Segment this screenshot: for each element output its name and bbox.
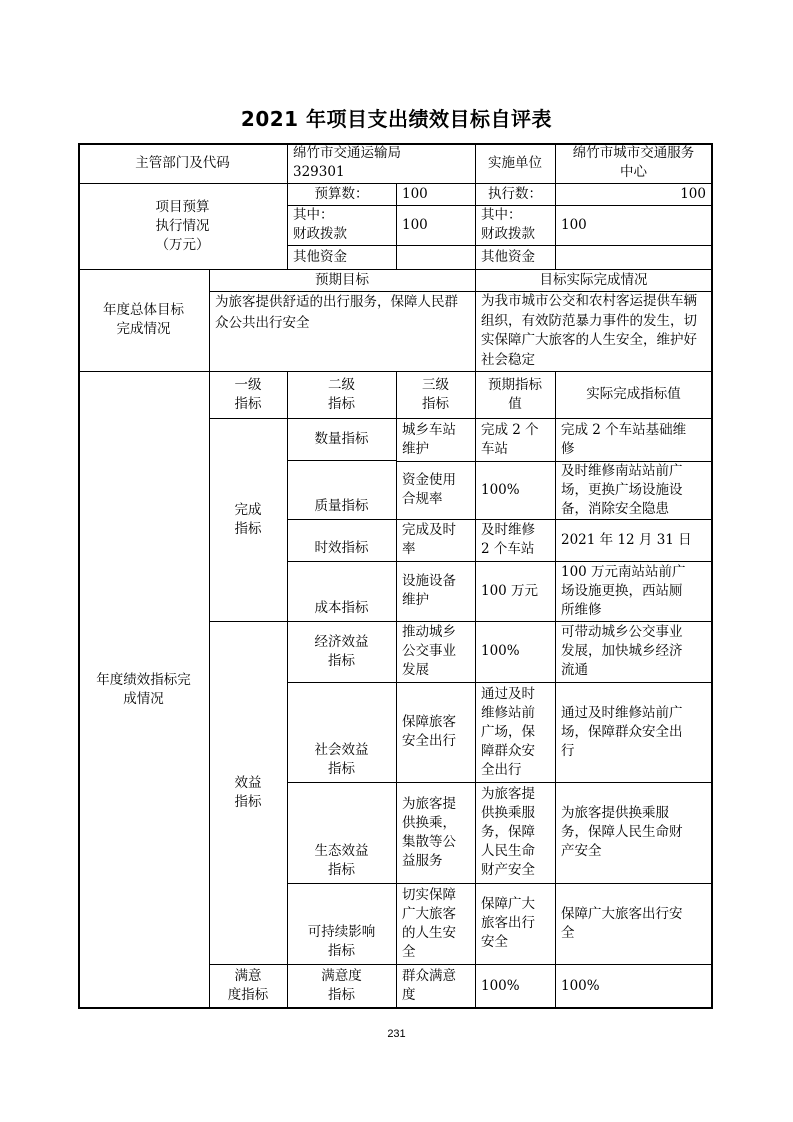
header-level3: 三级 指标 (422, 376, 449, 412)
row-divider (287, 460, 396, 461)
fiscal-plan-value: 100 (402, 216, 428, 233)
indicator-actual: 保障广大旅客出行安 全 (561, 905, 683, 941)
indicator-level3: 资金使用 合规率 (402, 472, 456, 507)
indicator-expected: 通过及时 维修站前 广场，保 障群众安 全出行 (481, 685, 535, 778)
indicator-expected: 及时维修 2 个车站 (481, 522, 535, 557)
row-divider (78, 371, 712, 372)
indicator-expected: 保障广大 旅客出行 安全 (481, 896, 535, 950)
row-divider (396, 461, 712, 462)
header-expected: 预期指标 值 (488, 376, 542, 412)
fiscal-exec-label: 其中： 财政拨款 (481, 207, 535, 242)
budget-exec-label: 执行数： (488, 185, 542, 202)
indicator-level2: 满意度 指标 (321, 968, 362, 1003)
row-divider (209, 964, 712, 965)
indicator-actual: 及时维修南站站前广 场，更换广场设施设 备，消除安全隐患 (561, 462, 683, 517)
expected-goal-header: 预期目标 (315, 271, 369, 288)
row-divider (287, 883, 712, 884)
indicator-actual: 2021 年 12 月 31 日 (561, 531, 692, 548)
budget-plan-label: 预算数： (314, 185, 369, 202)
table-border-left (78, 143, 80, 1008)
indicator-expected: 100 万元 (481, 582, 539, 599)
indicator-level2: 时效指标 (314, 540, 369, 556)
page-title: 2021 年项目支出绩效目标自评表 (240, 107, 553, 131)
indicator-expected: 为旅客提 供换乘服 务，保障 人民生命 财产安全 (481, 786, 535, 878)
indicator-level2: 可持续影响 指标 (307, 924, 376, 959)
indicator-actual: 100 万元南站站前广 场设施更换，西站厕 所维修 (561, 563, 686, 618)
fiscal-label: 其中： 财政拨款 (293, 207, 347, 242)
dept-label: 主管部门及代码 (135, 154, 230, 171)
col-divider (396, 371, 397, 1008)
indicator-level2: 质量指标 (314, 498, 369, 514)
indicator-level3: 城乡车站 维护 (402, 421, 456, 457)
indicator-expected: 100% (481, 977, 520, 994)
other-funds-exec-label: 其他资金 (481, 248, 535, 265)
row-divider (287, 682, 712, 683)
group-benefit: 效益 指标 (234, 774, 262, 810)
indicator-level3: 切实保障 广大旅客 的人生安 全 (402, 886, 456, 960)
row-divider (78, 183, 712, 184)
row-divider (209, 621, 712, 622)
header-level2: 二级 指标 (328, 376, 355, 412)
group-complete: 完成 指标 (234, 501, 262, 537)
col-divider (287, 143, 288, 269)
indicator-level3: 推动城乡 公交事业 发展 (402, 624, 456, 678)
fiscal-exec-value: 100 (561, 216, 587, 233)
other-funds-label: 其他资金 (293, 248, 347, 265)
indicator-level3: 设施设备 维护 (402, 573, 456, 608)
indicator-actual: 可带动城乡公交事业 发展，加快城乡经济 流通 (561, 624, 683, 678)
indicator-expected: 完成 2 个 车站 (481, 421, 539, 457)
budget-plan-value: 100 (402, 185, 428, 202)
col-divider (555, 371, 556, 1008)
indicator-level2: 经济效益 指标 (314, 633, 369, 669)
indicator-level3: 群众满意 度 (402, 968, 456, 1003)
indicator-level2: 成本指标 (314, 600, 369, 616)
indicator-level2: 社会效益 指标 (314, 742, 369, 777)
indicator-level2: 数量指标 (314, 431, 369, 447)
row-divider (209, 418, 712, 419)
indicator-level3: 保障旅客 安全出行 (402, 714, 456, 749)
row-divider (287, 782, 712, 783)
unit-label: 实施单位 (488, 154, 542, 171)
actual-goal-header: 目标实际完成情况 (539, 271, 648, 288)
header-level1: 一级 指标 (234, 376, 262, 412)
table-border-top (78, 143, 713, 145)
table-border-right (711, 143, 713, 1008)
row-divider (287, 561, 712, 562)
col-divider (396, 183, 397, 269)
row-divider (287, 205, 712, 206)
indicator-actual: 通过及时维修站前广 场，保障群众安全出 行 (561, 704, 683, 759)
annual-goal-label: 年度总体目标 完成情况 (103, 302, 184, 337)
row-divider (287, 519, 712, 520)
indicator-actual: 为旅客提供换乘服 务，保障人民生命财 产安全 (561, 805, 683, 859)
budget-exec-value: 100 (680, 185, 706, 202)
row-divider (287, 245, 712, 246)
col-divider (209, 269, 210, 1008)
indicator-actual: 完成 2 个车站基础维 修 (561, 421, 687, 457)
dept-value: 绵竹市交通运输局 329301 (293, 145, 401, 180)
col-divider (475, 143, 476, 371)
indicator-expected: 100% (481, 643, 520, 659)
indicator-actual: 100% (561, 977, 600, 994)
group-satisfaction: 满意 度指标 (227, 968, 269, 1003)
row-divider (209, 291, 712, 292)
indicator-level3: 为旅客提 供换乘， 集散等公 益服务 (402, 795, 456, 869)
page-number: 231 (387, 1028, 406, 1040)
indicator-level3: 完成及时 率 (402, 522, 456, 557)
actual-goal-text: 为我市城市公交和农村客运提供车辆组织，有效防范暴力事件的发生，切实保障广大旅客的人生安全，维护好社会稳定 (481, 293, 697, 368)
perf-label: 年度绩效指标完 成情况 (96, 671, 191, 707)
unit-value: 绵竹市城市交通服务 中心 (572, 145, 695, 180)
row-divider (78, 269, 712, 270)
col-divider (287, 371, 288, 1008)
indicator-expected: 100% (481, 481, 520, 498)
expected-goal-text: 为旅客提供舒适的出行服务，保障人民群众公共出行安全 (215, 294, 458, 331)
budget-label: 项目预算 执行情况 （万元） (155, 198, 210, 253)
col-divider (555, 143, 556, 269)
header-actual: 实际完成指标值 (586, 386, 681, 402)
col-divider (475, 371, 476, 1008)
indicator-level2: 生态效益 指标 (314, 843, 369, 878)
